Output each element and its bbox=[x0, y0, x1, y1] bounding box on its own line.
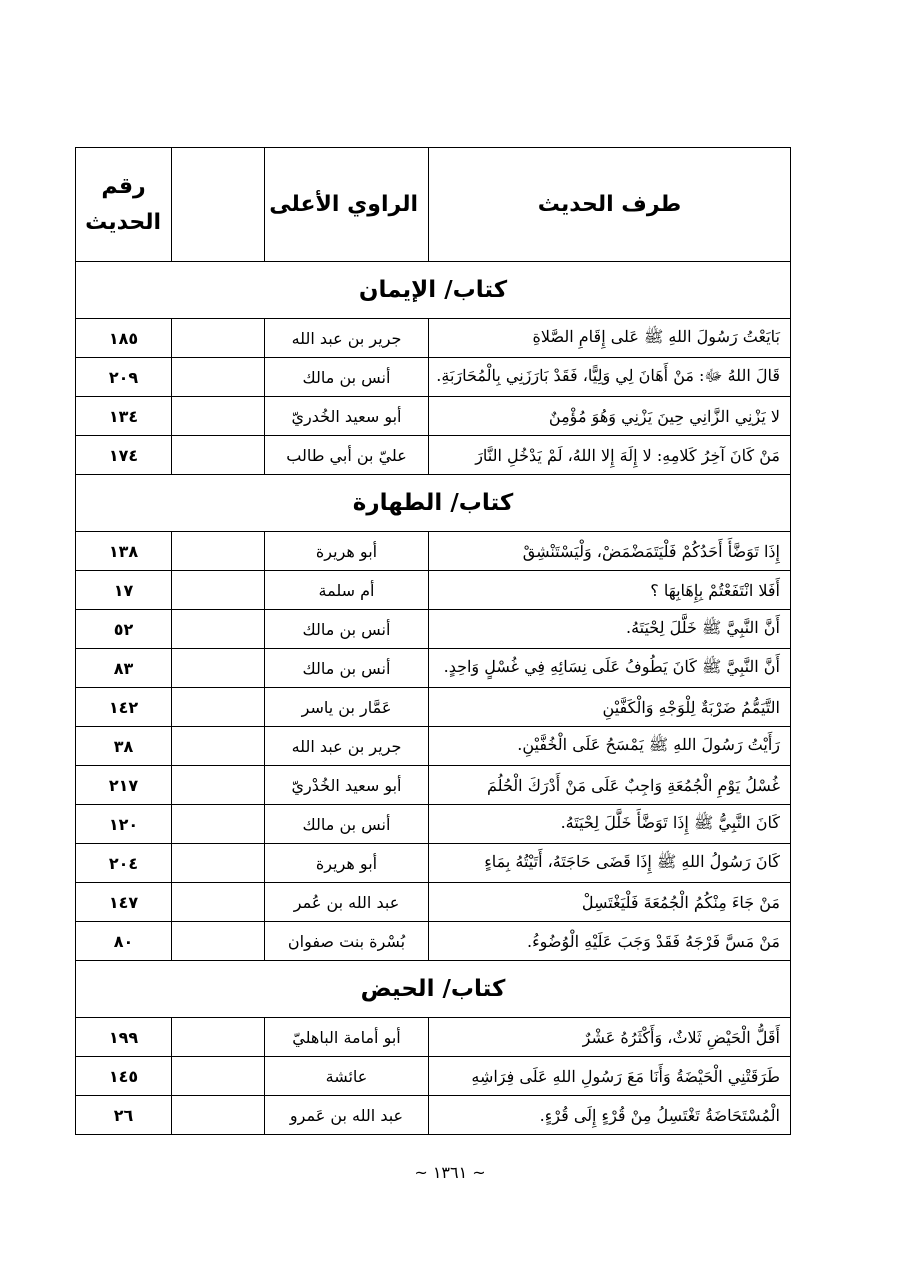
narrator-cell: بُسْرة بنت صفوان bbox=[265, 922, 429, 961]
blank-cell bbox=[172, 688, 265, 727]
hadith-number-cell: ٨٣ bbox=[76, 649, 172, 688]
hadith-number-cell: ٢١٧ bbox=[76, 766, 172, 805]
blank-cell bbox=[172, 649, 265, 688]
hadith-number-cell: ١٤٧ bbox=[76, 883, 172, 922]
table-row bbox=[76, 688, 791, 727]
hadith-number-cell: ٨٠ bbox=[76, 922, 172, 961]
blank-column-header bbox=[172, 148, 265, 262]
hadith-text-cell: أَفَلا انْتَفَعْتُمْ بِإِهَابِهَا ؟ bbox=[429, 571, 791, 610]
table-row bbox=[76, 766, 791, 805]
table-row bbox=[76, 397, 791, 436]
blank-cell bbox=[172, 844, 265, 883]
hadith-text-cell: غُسْلُ يَوْمِ الْجُمُعَةِ وَاجِبٌ عَلَى مَنْ أَدْرَكَ الْحُلُمَ bbox=[429, 766, 791, 805]
narrator-cell: أبو سعيد الخُدريّ bbox=[265, 397, 429, 436]
blank-cell bbox=[172, 610, 265, 649]
blank-cell bbox=[172, 397, 265, 436]
hadith-number-cell: ٢٠٤ bbox=[76, 844, 172, 883]
blank-cell bbox=[172, 1057, 265, 1096]
narrator-cell: جرير بن عبد الله bbox=[265, 319, 429, 358]
table-row bbox=[76, 727, 791, 766]
table-row bbox=[76, 610, 791, 649]
section-row bbox=[76, 475, 791, 532]
hadith-text-cell: كَانَ النَّبِيُّ ﷺ إِذَا تَوَضَّأَ خَلَّلَ لِحْيَتَهُ. bbox=[429, 805, 791, 844]
hadith-text-cell: مَنْ جَاءَ مِنْكُمُ الْجُمُعَةَ فَلْيَغْتَسِلْ bbox=[429, 883, 791, 922]
narrator-cell: عبد الله بن عُمر bbox=[265, 883, 429, 922]
narrator-cell: عائشة bbox=[265, 1057, 429, 1096]
section-title: كتاب/ الحيض bbox=[76, 961, 791, 1018]
table-row bbox=[76, 844, 791, 883]
blank-cell bbox=[172, 319, 265, 358]
hadith-number-cell: ١٧ bbox=[76, 571, 172, 610]
table-row bbox=[76, 1018, 791, 1057]
number-header-line1: رقم bbox=[101, 174, 146, 200]
blank-cell bbox=[172, 1018, 265, 1057]
hadith-column-header: طرف الحديث bbox=[429, 148, 791, 262]
hadith-number-cell: ١٢٠ bbox=[76, 805, 172, 844]
number-column-header bbox=[76, 148, 172, 262]
hadith-number-cell: ١٣٤ bbox=[76, 397, 172, 436]
table-row bbox=[76, 1096, 791, 1135]
blank-cell bbox=[172, 436, 265, 475]
number-header-line2: الحديث bbox=[85, 209, 161, 235]
section-title: كتاب/ الطهارة bbox=[76, 475, 791, 532]
table-row bbox=[76, 1057, 791, 1096]
hadith-number-cell: ١٤٥ bbox=[76, 1057, 172, 1096]
blank-cell bbox=[172, 727, 265, 766]
narrator-cell: أبو أمامة الباهليّ bbox=[265, 1018, 429, 1057]
hadith-text-cell: مَنْ مَسَّ فَرْجَهُ فَقَدْ وَجَبَ عَلَيْهِ الْوُضُوءُ. bbox=[429, 922, 791, 961]
hadith-number-cell: ١٧٤ bbox=[76, 436, 172, 475]
hadith-text-cell: لا يَزْنِي الزَّانِي حِينَ يَزْنِي وَهُوَ مُؤْمِنٌ bbox=[429, 397, 791, 436]
narrator-cell: أبو سعيد الخُدْريّ bbox=[265, 766, 429, 805]
table-row bbox=[76, 358, 791, 397]
narrator-cell: أنس بن مالك bbox=[265, 610, 429, 649]
narrator-column-header: الراوي الأعلى bbox=[265, 148, 429, 262]
hadith-number-cell: ١٣٨ bbox=[76, 532, 172, 571]
section-row bbox=[76, 262, 791, 319]
blank-cell bbox=[172, 922, 265, 961]
hadith-text-cell: كَانَ رَسُولُ اللهِ ﷺ إِذَا قَضَى حَاجَتَهُ، أَتَيْتُهُ بِمَاءٍ bbox=[429, 844, 791, 883]
narrator-cell: عليّ بن أبي طالب bbox=[265, 436, 429, 475]
blank-cell bbox=[172, 766, 265, 805]
narrator-cell: عبد الله بن عَمرو bbox=[265, 1096, 429, 1135]
table-row bbox=[76, 922, 791, 961]
narrator-cell: أنس بن مالك bbox=[265, 358, 429, 397]
narrator-cell: أنس بن مالك bbox=[265, 649, 429, 688]
narrator-cell: جرير بن عبد الله bbox=[265, 727, 429, 766]
hadith-index-table bbox=[75, 147, 791, 1135]
table-row bbox=[76, 436, 791, 475]
hadith-number-cell: ١٨٥ bbox=[76, 319, 172, 358]
blank-cell bbox=[172, 532, 265, 571]
hadith-text-cell: التَّيَمُّمُ ضَرْبَةٌ لِلْوَجْهِ وَالْكَفَّيْنِ bbox=[429, 688, 791, 727]
hadith-number-cell: ٢٦ bbox=[76, 1096, 172, 1135]
table-row bbox=[76, 805, 791, 844]
table-row bbox=[76, 883, 791, 922]
hadith-text-cell: رَأَيْتُ رَسُولَ اللهِ ﷺ يَمْسَحُ عَلَى الْخُفَّيْنِ. bbox=[429, 727, 791, 766]
hadith-text-cell: قَالَ اللهُ ﷻ: مَنْ أَهَانَ لِي وَلِيًّا، فَقَدْ بَارَزَنِي بِالْمُحَارَبَةِ. bbox=[429, 358, 791, 397]
table-row bbox=[76, 649, 791, 688]
header-row bbox=[76, 148, 791, 262]
blank-cell bbox=[172, 883, 265, 922]
hadith-text-cell: أَنَّ النَّبِيَّ ﷺ كَانَ يَطُوفُ عَلَى نِسَائِهِ فِي غُسْلٍ وَاحِدٍ. bbox=[429, 649, 791, 688]
hadith-number-cell: ١٤٢ bbox=[76, 688, 172, 727]
hadith-number-cell: ٢٠٩ bbox=[76, 358, 172, 397]
section-title: كتاب/ الإيمان bbox=[76, 262, 791, 319]
hadith-number-cell: ٣٨ bbox=[76, 727, 172, 766]
hadith-text-cell: أَنَّ النَّبِيَّ ﷺ خَلَّلَ لِحْيَتَهُ. bbox=[429, 610, 791, 649]
hadith-text-cell: طَرَقَتْنِي الْحَيْضَةُ وَأَنَا مَعَ رَسُولِ اللهِ عَلَى فِرَاشِهِ bbox=[429, 1057, 791, 1096]
hadith-text-cell: أَقَلُّ الْحَيْضِ ثَلاثٌ، وَأَكْثَرُهُ عَشْرٌ bbox=[429, 1018, 791, 1057]
table-row bbox=[76, 571, 791, 610]
narrator-cell: أبو هريرة bbox=[265, 532, 429, 571]
hadith-text-cell: مَنْ كَانَ آخِرُ كَلامِهِ: لا إِلَهَ إِلا اللهُ، لَمْ يَدْخُلِ النَّارَ bbox=[429, 436, 791, 475]
table-row bbox=[76, 319, 791, 358]
hadith-text-cell: بَايَعْتُ رَسُولَ اللهِ ﷺ عَلى إِقَامِ الصَّلاةِ bbox=[429, 319, 791, 358]
narrator-cell: أنس بن مالك bbox=[265, 805, 429, 844]
narrator-cell: أبو هريرة bbox=[265, 844, 429, 883]
narrator-cell: أم سلمة bbox=[265, 571, 429, 610]
hadith-number-cell: ١٩٩ bbox=[76, 1018, 172, 1057]
blank-cell bbox=[172, 1096, 265, 1135]
page-number: ~ ١٣٦١ ~ bbox=[414, 1163, 486, 1182]
table-row bbox=[76, 532, 791, 571]
narrator-cell: عَمَّار بن ياسر bbox=[265, 688, 429, 727]
hadith-text-cell: الْمُسْتَحَاضَةُ تَغْتَسِلُ مِنْ قُرْءٍ إِلَى قُرْءٍ. bbox=[429, 1096, 791, 1135]
blank-cell bbox=[172, 358, 265, 397]
blank-cell bbox=[172, 571, 265, 610]
hadith-number-cell: ٥٢ bbox=[76, 610, 172, 649]
hadith-text-cell: إِذَا تَوَضَّأَ أَحَدُكُمْ فَلْيَتَمَضْمَضْ، وَلْيَسْتَنْشِقْ bbox=[429, 532, 791, 571]
section-row bbox=[76, 961, 791, 1018]
blank-cell bbox=[172, 805, 265, 844]
